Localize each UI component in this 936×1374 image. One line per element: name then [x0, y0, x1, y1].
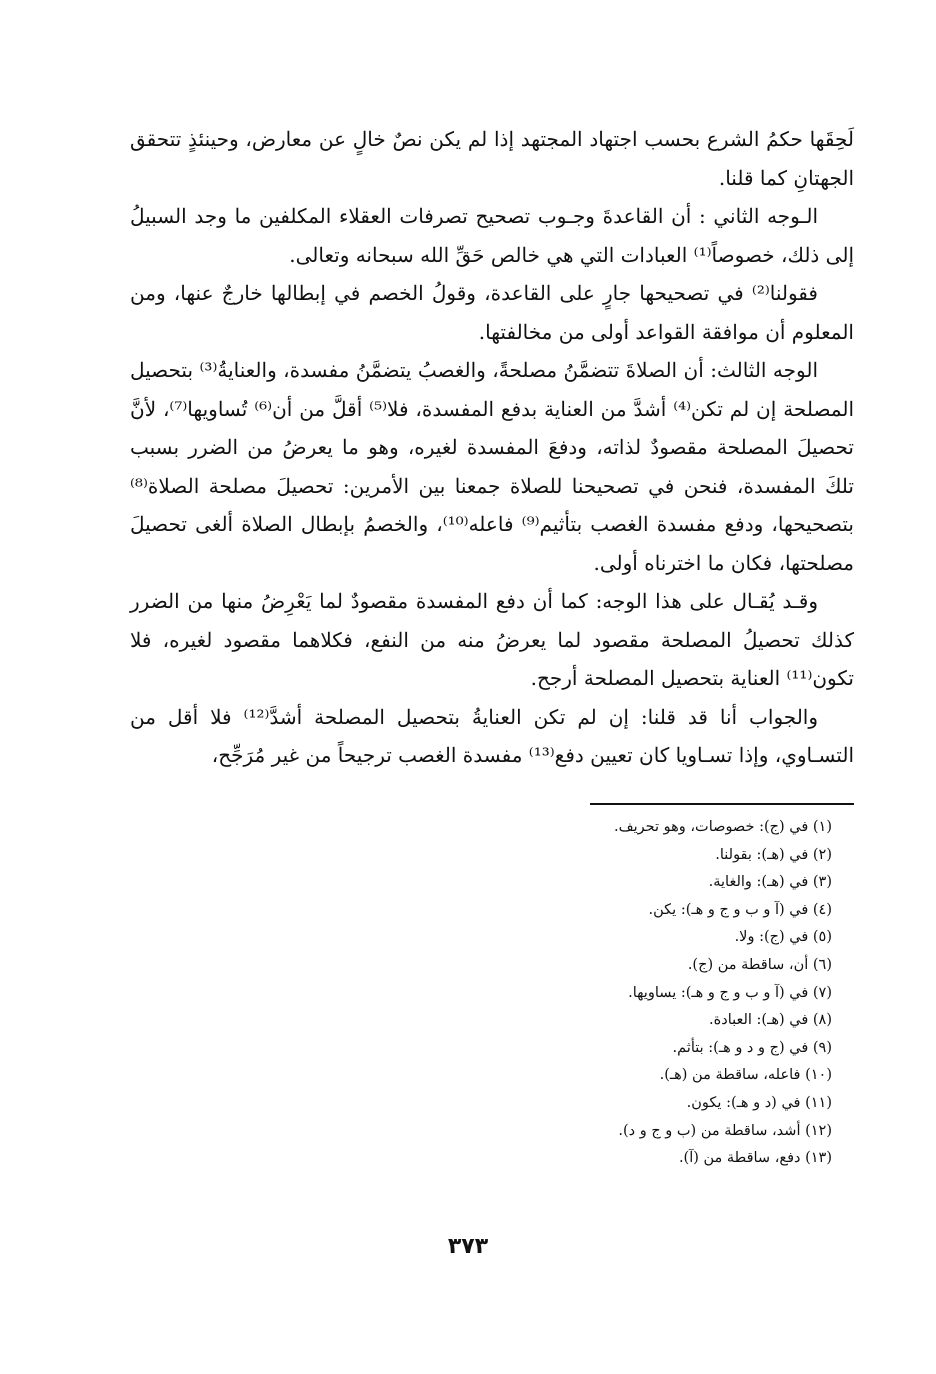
page-number: ٣٧٣: [447, 1234, 489, 1259]
paragraph-6: والجواب أنا قد قلنا: إن لم تكن العنايةُ بتحصيل المصلحة أشدَّ⁽¹²⁾ فلا أقل من التسـاوي، وإذا تسـاويا كان تعيين دفع⁽¹³⁾ مفسدة الغصب ترجيحاً من غير مُرَجِّح،: [130, 704, 854, 767]
main-text: [130, 120, 854, 775]
footnotes: [130, 814, 854, 1173]
footnote-13: (١٣) دفع، ساقطة من (آ).: [678, 1150, 832, 1167]
footnote-11: (١١) في (د و هـ): يكون.: [686, 1094, 832, 1111]
paragraph-3: فقولنا⁽²⁾ في تصحيحها جارٍ على القاعدة، وقولُ الخصم في إبطالها خارجٌ عنها، ومن المعلوم أن موافقة القواعد أولى من مخالفتها.: [130, 281, 854, 344]
footnote-8: (٨) في (هـ): العبادة.: [709, 1012, 832, 1029]
paragraph-5: وقـد يُقـال على هذا الوجه: كما أن دفع المفسدة مقصودٌ لما يَعْرِضُ منها من الضرر كذلك تحصيلُ المصلحة مقصود لما يعرضُ منه من النفع، فكلاهما مقصود لغيره، فلا تكون⁽¹¹⁾ العناية بتحصيل المصلحة أرجح.: [130, 589, 854, 690]
footnote-1: (١) في (ج): خصوصات، وهو تحريف.: [613, 819, 832, 835]
footnote-4: (٤) في (آ و ب و ج و هـ): يكن.: [648, 901, 832, 918]
footnote-10: (١٠) فاعله، ساقطة من (هـ).: [659, 1067, 832, 1084]
footnote-9: (٩) في (ج و د و هـ): بتأثم.: [672, 1039, 832, 1056]
footnote-7: (٧) في (آ و ب و ج و هـ): يساويها.: [628, 984, 832, 1001]
paragraph-1: لَحِقَها حكمُ الشرع بحسب اجتهاد المجتهد إذا لم يكن نصٌ خالٍ عن معارض، وحينئذٍ تتحقق الجهتانِ كما قلنا.: [130, 127, 854, 190]
paragraph-4: الوجه الثالث: أن الصلاةَ تتضمَّنُ مصلحةً، والغصبُ يتضمَّنُ مفسدة، والعنايةُ⁽³⁾ بتحصيل المصلحة إن لم تكن⁽⁴⁾ أشدَّ من العناية بدفع المفسدة، فلا⁽⁵⁾ أقلَّ من أن⁽⁶⁾ تُساويها⁽⁷⁾، لأنَّ تحصيلَ المصلحة مقصودٌ لذاته، ودفعَ المفسدة لغيره، وهو ما يعرضُ من الضرر بسبب تلكَ المفسدة، فنحن في تصحيحنا للصلاة جمعنا بين الأمرين: تحصيلَ مصلحة الصلاة⁽⁸⁾ بتصحيحها، ودفع مفسدة الغصب بتأثيم⁽⁹⁾ فاعله⁽¹⁰⁾، والخصمُ بإبطال الصلاة ألغى تحصيلَ مصلحتها، فكان ما اخترناه أولى.: [130, 358, 855, 575]
footnote-divider: [590, 803, 854, 805]
paragraph-2: الـوجه الثاني : أن القاعدةَ وجـوب تصحيح تصرفات العقلاء المكلفين ما وجد السبيلُ إلى ذلك، خصوصاً⁽¹⁾ العبادات التي هي خالص حَقِّ الله سبحانه وتعالى.: [130, 204, 854, 267]
footnote-12: (١٢) أشد، ساقطة من (ب و ج و د).: [618, 1122, 832, 1139]
footnote-2: (٢) في (هـ): بقولنا.: [715, 846, 832, 863]
footnote-5: (٥) في (ج): ولا.: [734, 929, 832, 946]
footnote-3: (٣) في (هـ): والغاية.: [708, 874, 832, 891]
footnote-6: (٦) أن، ساقطة من (ج).: [687, 956, 832, 973]
